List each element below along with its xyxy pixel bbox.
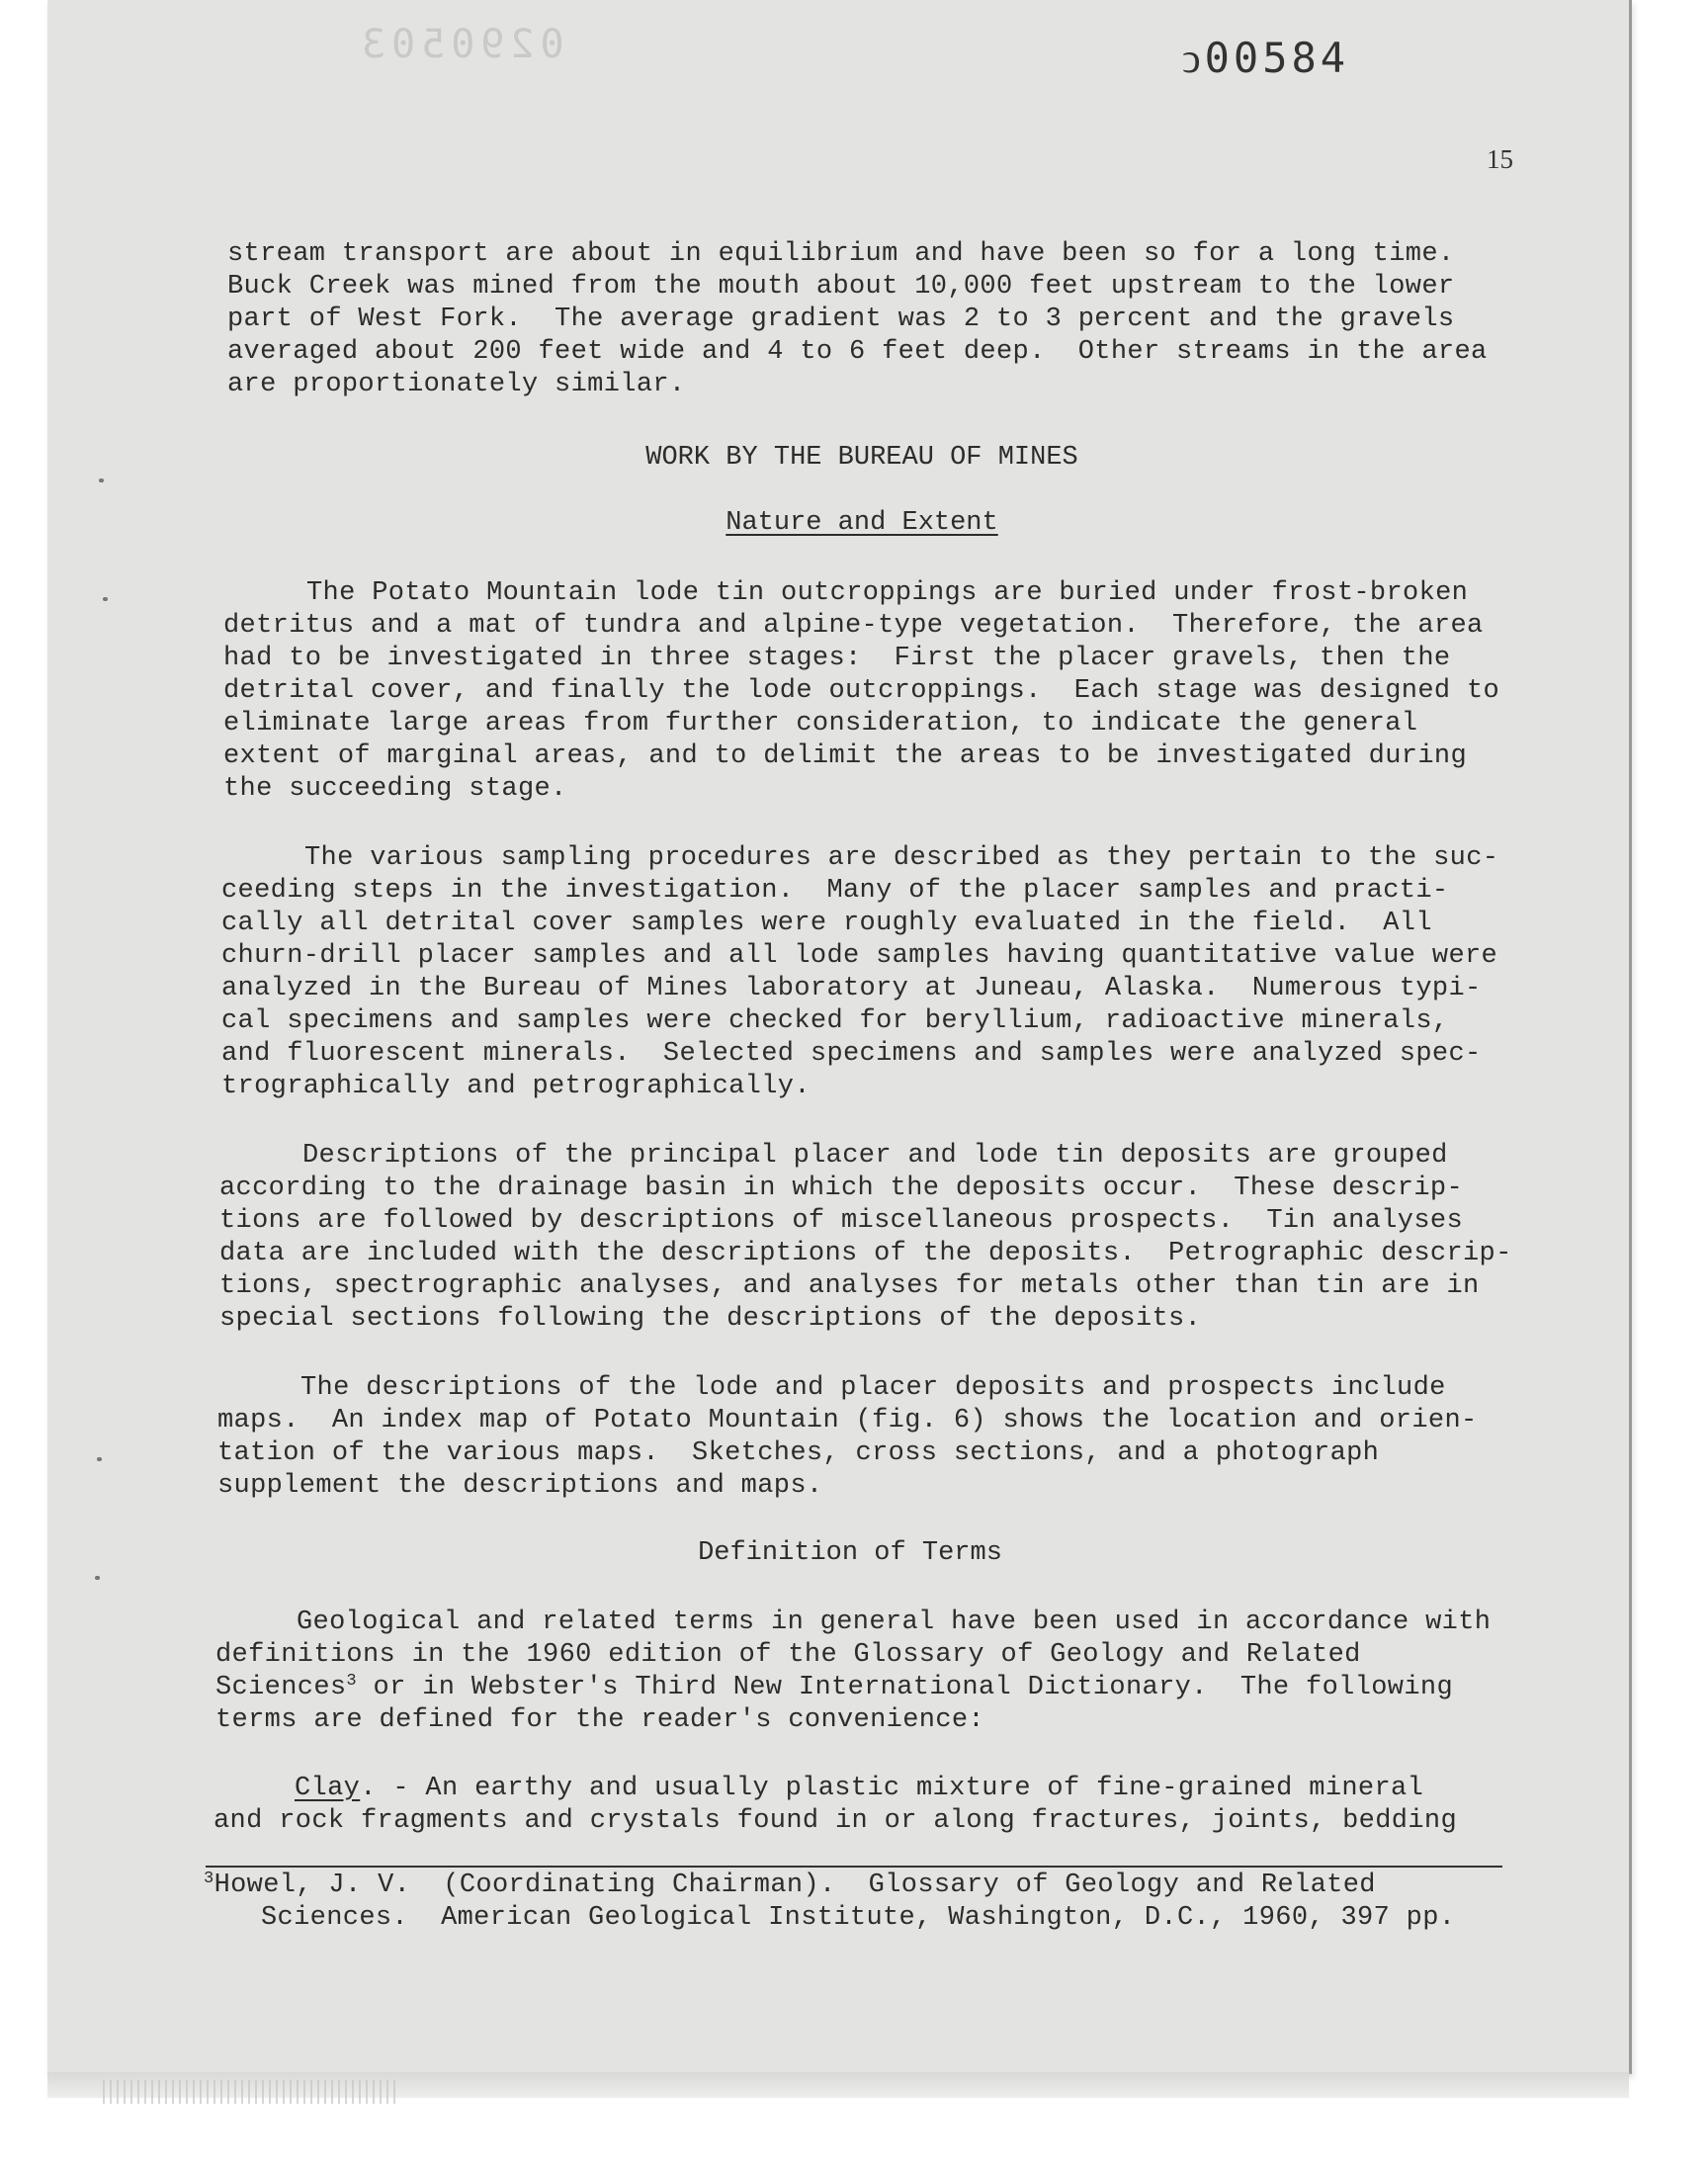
body-line: eliminate large areas from further consideration, to indicate the general bbox=[223, 709, 1418, 739]
footnote-line bbox=[204, 1870, 1376, 1902]
footnote-reference: 3 bbox=[346, 1672, 357, 1691]
page-number: 15 bbox=[1487, 144, 1513, 174]
body-line: according to the drainage basin in which the deposits occur. These descrip- bbox=[219, 1174, 1463, 1203]
body-text: or in Webster's Third New International Dictionary. The following bbox=[356, 1673, 1454, 1702]
body-line: cally all detrital cover samples were roughly evaluated in the field. All bbox=[221, 909, 1432, 938]
body-line: supplement the descriptions and maps. bbox=[217, 1471, 823, 1501]
body-text: Sciences bbox=[215, 1673, 347, 1702]
footnote-divider bbox=[206, 1866, 1502, 1868]
footnote-text: Howel, J. V. (Coordinating Chairman). Glossary of Geology and Related bbox=[214, 1870, 1376, 1900]
body-line: extent of marginal areas, and to delimit the areas to be investigated during bbox=[223, 741, 1467, 771]
margin-speck bbox=[99, 478, 104, 482]
margin-speck bbox=[103, 597, 108, 601]
body-line: the succeeding stage. bbox=[223, 774, 567, 804]
defined-term: Clay bbox=[295, 1774, 361, 1803]
body-line: tions are followed by descriptions of miscellaneous prospects. Tin analyses bbox=[219, 1206, 1463, 1236]
body-line: part of West Fork. The average gradient was 2 to 3 percent and the gravels bbox=[227, 304, 1455, 334]
body-line: terms are defined for the reader's convenience: bbox=[215, 1705, 984, 1735]
body-line: detritus and a mat of tundra and alpine-type vegetation. Therefore, the area bbox=[223, 611, 1484, 641]
margin-speck bbox=[97, 1457, 102, 1461]
definition-line bbox=[295, 1773, 1423, 1805]
footnote-marker: 3 bbox=[204, 1870, 214, 1888]
body-line: churn-drill placer samples and all lode samples having quantitative value were bbox=[221, 941, 1498, 971]
body-line: trographically and petrographically. bbox=[221, 1072, 811, 1101]
body-line: averaged about 200 feet wide and 4 to 6 feet deep. Other streams in the area bbox=[227, 337, 1488, 367]
section-heading: WORK BY THE BUREAU OF MINES bbox=[645, 443, 1078, 473]
definition-line: and rock fragments and crystals found in or along fractures, joints, bedding bbox=[214, 1806, 1457, 1836]
document-stamp-number: ↄ00584 bbox=[1182, 34, 1350, 82]
scan-edge-marks bbox=[103, 2080, 399, 2104]
body-line: data are included with the descriptions of the deposits. Petrographic descrip- bbox=[219, 1239, 1512, 1268]
definition-text: . - An earthy and usually plastic mixture of fine-grained mineral bbox=[360, 1774, 1424, 1803]
subheading-definition-of-terms: Definition of Terms bbox=[698, 1538, 1002, 1568]
body-line: Geological and related terms in general have been used in accordance with bbox=[297, 1608, 1492, 1637]
body-line: maps. An index map of Potato Mountain (fig. 6) shows the location and orien- bbox=[217, 1406, 1478, 1436]
body-line: are proportionately similar. bbox=[227, 370, 686, 399]
body-line: special sections following the descriptions of the deposits. bbox=[219, 1304, 1202, 1334]
body-line: cal specimens and samples were checked for beryllium, radioactive minerals, bbox=[221, 1006, 1449, 1036]
body-line: The Potato Mountain lode tin outcroppings are buried under frost-broken bbox=[306, 578, 1469, 608]
footnote-line: Sciences. American Geological Institute, Washington, D.C., 1960, 397 pp. bbox=[261, 1903, 1456, 1933]
body-line: The various sampling procedures are described as they pertain to the suc- bbox=[304, 843, 1499, 873]
body-line-with-footnote-ref bbox=[215, 1672, 1453, 1704]
body-line: definitions in the 1960 edition of the Glossary of Geology and Related bbox=[215, 1640, 1361, 1670]
body-line: had to be investigated in three stages: First the placer gravels, then the bbox=[223, 644, 1451, 673]
body-line: The descriptions of the lode and placer deposits and prospects include bbox=[300, 1373, 1446, 1403]
body-line: Descriptions of the principal placer and lode tin deposits are grouped bbox=[302, 1141, 1448, 1171]
body-line: ceeding steps in the investigation. Many of the placer samples and practi- bbox=[221, 876, 1449, 906]
body-line: analyzed in the Bureau of Mines laboratory at Juneau, Alaska. Numerous typi- bbox=[221, 974, 1482, 1003]
body-line: detrital cover, and finally the lode outcroppings. Each stage was designed to bbox=[223, 676, 1500, 706]
margin-speck bbox=[95, 1576, 100, 1580]
body-line: stream transport are about in equilibrium and have been so for a long time. bbox=[227, 239, 1455, 269]
body-line: tions, spectrographic analyses, and analyses for metals other than tin are in bbox=[219, 1271, 1480, 1301]
body-line: tation of the various maps. Sketches, cross sections, and a photograph bbox=[217, 1438, 1380, 1468]
subheading-nature-and-extent: Nature and Extent bbox=[726, 508, 998, 538]
body-line: and fluorescent minerals. Selected specimens and samples were analyzed spec- bbox=[221, 1039, 1482, 1069]
bleed-through-number: 0290503 bbox=[356, 22, 564, 67]
body-line: Buck Creek was mined from the mouth about 10,000 feet upstream to the lower bbox=[227, 272, 1455, 302]
